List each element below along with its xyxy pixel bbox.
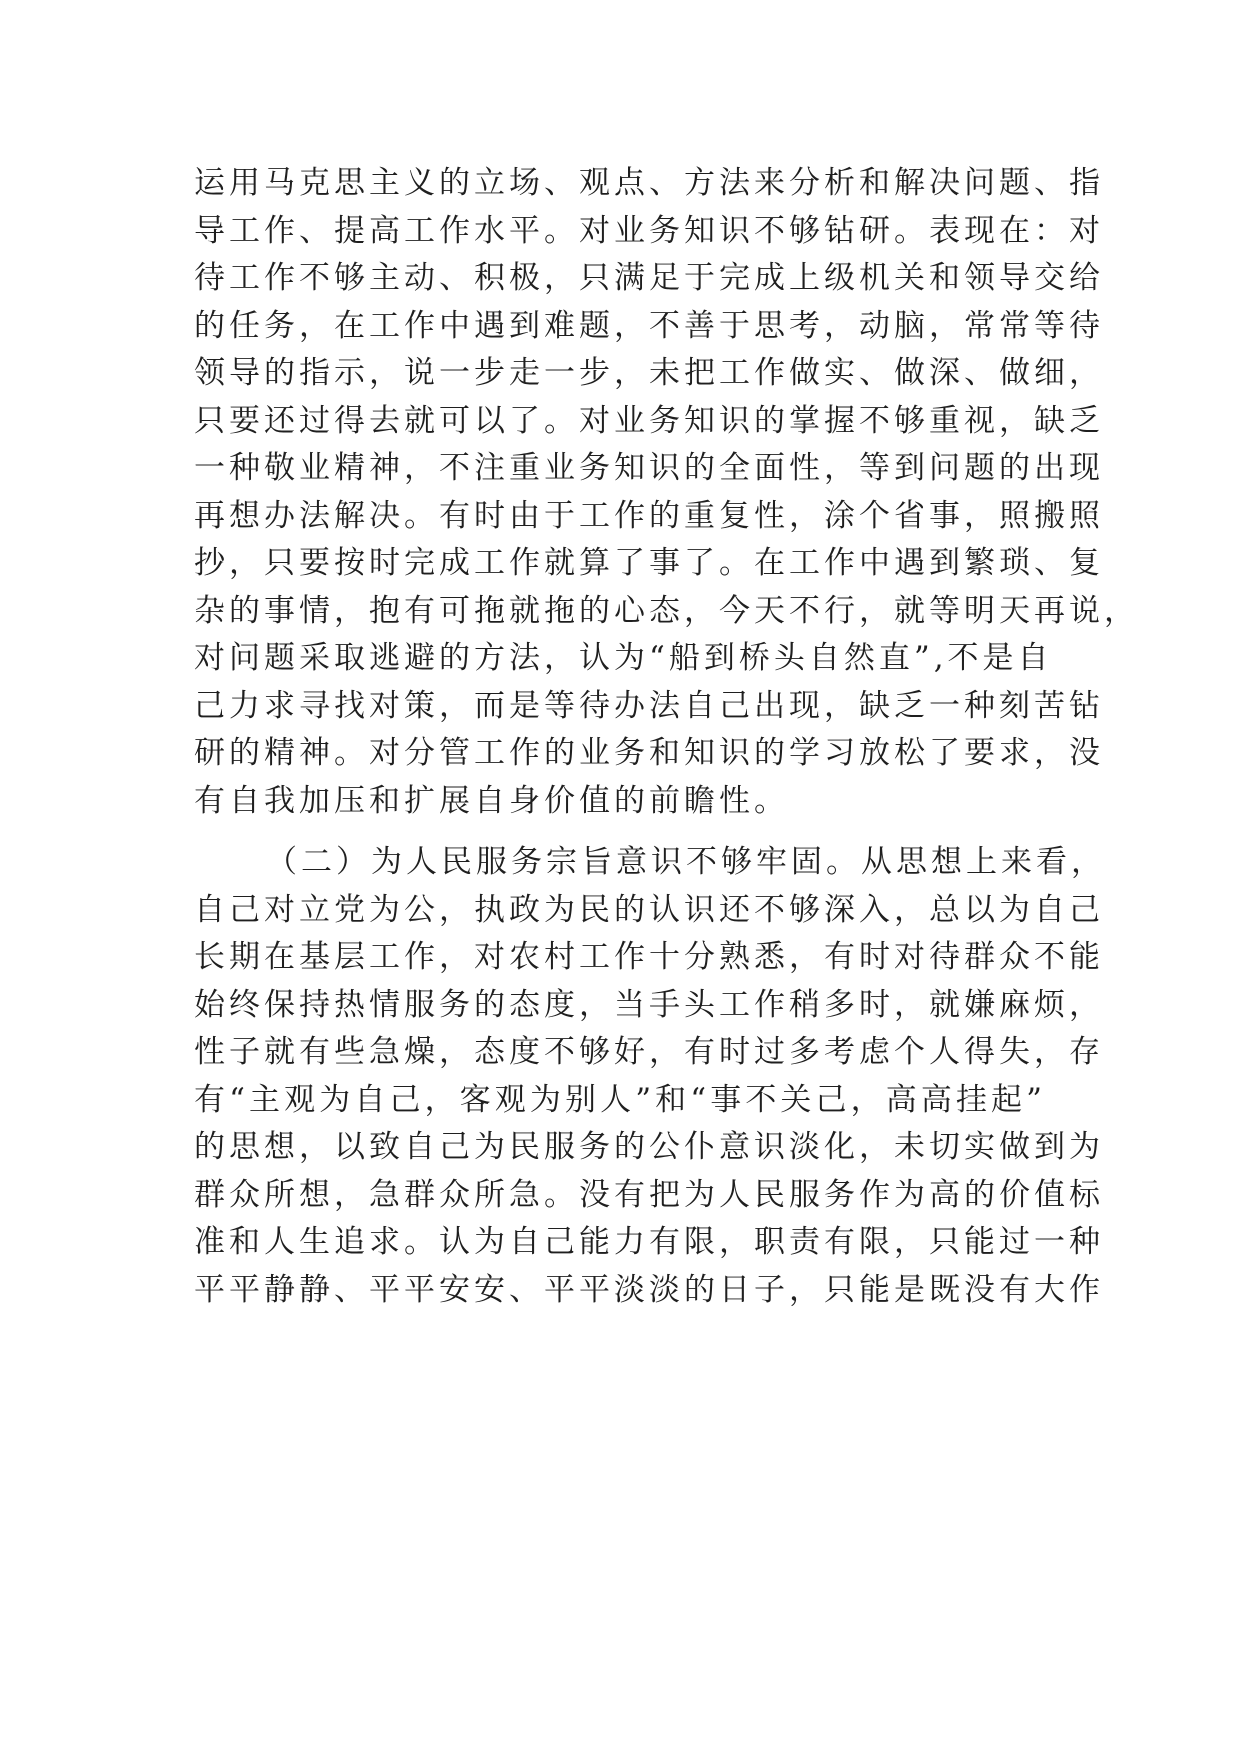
text-line: 己力求寻找对策，而是等待办法自己出现，缺乏一种刻苦钻 <box>194 687 1104 724</box>
text-line: 研的精神。对分管工作的业务和知识的学习放松了要求，没 <box>194 735 1104 771</box>
text-line: 抄，只要按时完成工作就算了事了。在工作中遇到繁琐、复 <box>194 545 1104 581</box>
text-line: 性子就有些急燥，态度不够好，有时过多考虑个人得失，存 <box>194 1034 1104 1070</box>
text-line: 运用马克思主义的立场、观点、方法来分析和解决问题、指 <box>194 165 1104 201</box>
text-line: 只要还过得去就可以了。对业务知识的掌握不够重视，缺乏 <box>194 402 1104 439</box>
text-line: 杂的事情，抱有可拖就拖的心态，今天不行，就等明天再说， <box>194 592 1139 629</box>
text-line-section-heading: （二）为人民服务宗旨意识不够牢固。从思想上来看， <box>266 844 1106 880</box>
text-line: 导工作、提高工作水平。对业务知识不够钻研。表现在：对 <box>194 212 1104 249</box>
text-line: 有“主观为自己，客观为别人”和“事不关己，高高挂起” <box>194 1081 1046 1118</box>
text-line: 准和人生追求。认为自己能力有限，职责有限，只能过一种 <box>194 1224 1104 1260</box>
text-line: 的思想，以致自己为民服务的公仆意识淡化，未切实做到为 <box>194 1129 1104 1165</box>
text-line: 长期在基层工作，对农村工作十分熟悉，有时对待群众不能 <box>194 939 1104 975</box>
text-line: 待工作不够主动、积极，只满足于完成上级机关和领导交给 <box>194 260 1104 296</box>
text-line: 一种敬业精神，不注重业务知识的全面性，等到问题的出现 <box>194 450 1104 486</box>
text-line: 有自我加压和扩展自身价值的前瞻性。 <box>194 782 789 819</box>
paragraph-2 <box>194 839 1106 1314</box>
text-line: 平平静静、平平安安、平平淡淡的日子，只能是既没有大作 <box>194 1271 1104 1308</box>
text-line: 始终保持热情服务的态度，当手头工作稍多时，就嫌麻烦， <box>194 986 1104 1023</box>
text-line: 自己对立党为公，执政为民的认识还不够深入，总以为自己 <box>194 891 1104 928</box>
text-line: 领导的指示，说一步走一步，未把工作做实、做深、做细， <box>194 355 1104 391</box>
text-line: 群众所想，急群众所急。没有把为人民服务作为高的价值标 <box>194 1176 1104 1213</box>
text-line: 再想办法解决。有时由于工作的重复性，涂个省事，照搬照 <box>194 497 1104 534</box>
text-line: 对问题采取逃避的方法，认为“船到桥头自然直”,不是自 <box>194 640 1053 676</box>
paragraph-spacer <box>194 825 1046 839</box>
text-line: 的任务，在工作中遇到难题，不善于思考，动脑，常常等待 <box>194 307 1104 344</box>
document-body <box>194 160 1139 1314</box>
paragraph-1 <box>194 160 1139 825</box>
